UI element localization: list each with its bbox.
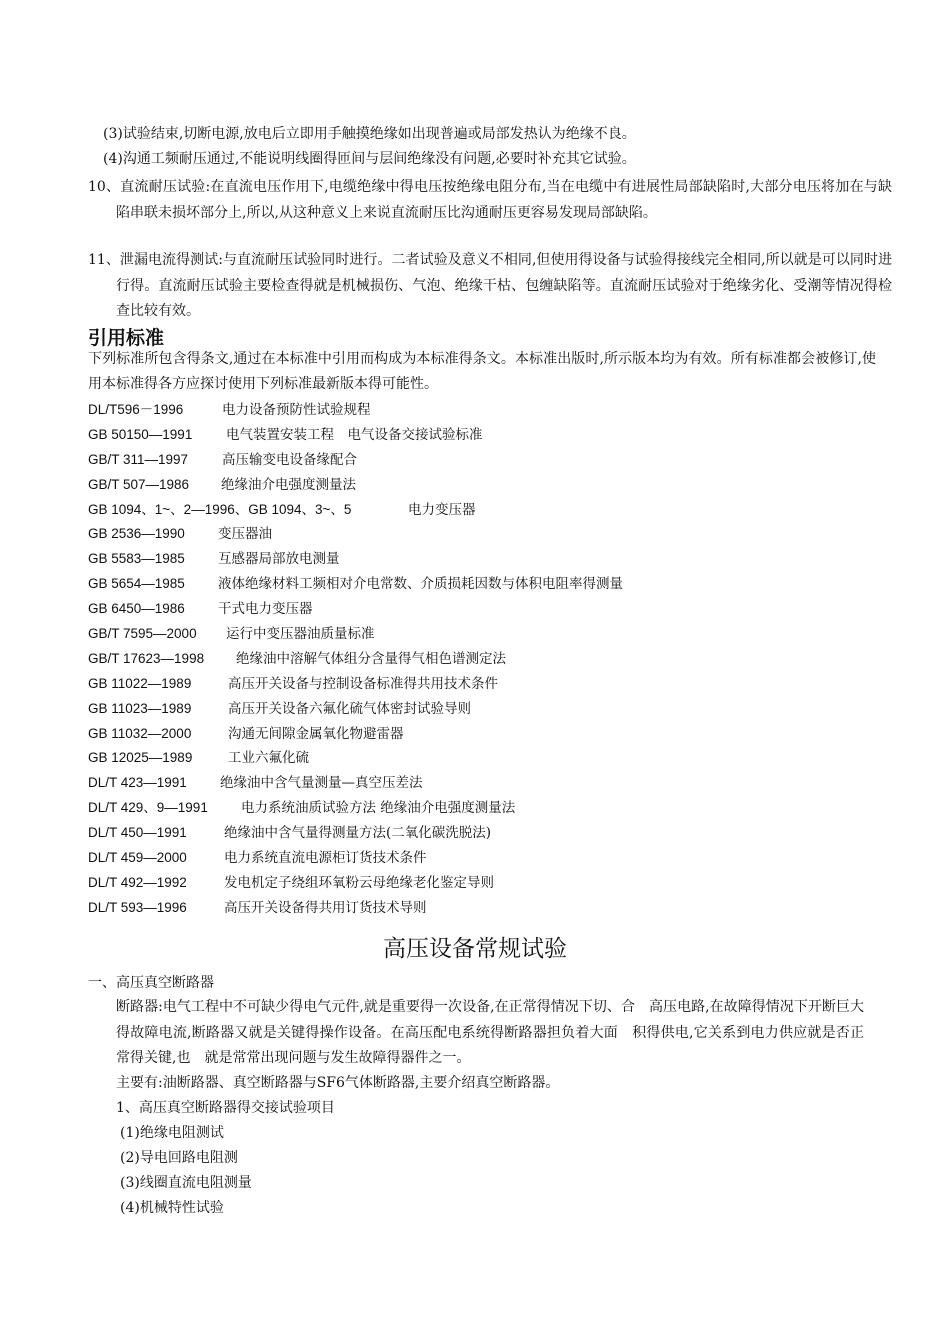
standard-item bbox=[88, 846, 888, 871]
standard-title: 绝缘油中含气量测量—真空压差法 bbox=[220, 775, 423, 792]
item-10-dc-withstand: 10、直流耐压试验:在直流电压作用下,电缆绝缘中得电压按绝缘电阻分布,当在电缆中有进展性局部缺陷时,大部分电压将加在与缺陷串联未损坏部分上,所以,从这种意义上来说直流耐压比沟通耐压更容易发现局部缺陷。 bbox=[88, 179, 892, 221]
standard-item bbox=[88, 672, 888, 697]
standard-item bbox=[88, 622, 888, 647]
standard-item bbox=[88, 423, 888, 448]
item-11-leakage-current: 11、泄漏电流得测试:与直流耐压试验同时进行。二者试验及意义不相同,但使用得设备与试验得接线完全相同,所以就是可以同时进行得。直流耐压试验主要检查得就是机械损伤、气泡、绝缘干枯、包缠缺陷等。直流耐压试验对于绝缘劣化、受潮等情况得检查比较有效。 bbox=[88, 252, 892, 319]
test-step-3: (3)试验结束,切断电源,放电后立即用手触摸绝缘如出现普遍或局部发热认为绝缘不良。 bbox=[103, 126, 636, 142]
test-list-item: (1)绝缘电阻测试 bbox=[120, 1125, 224, 1141]
standard-code: DL/T 459—2000 bbox=[88, 850, 187, 866]
breaker-description: 断路器:电气工程中不可缺少得电气元件,就是重要得一次设备,在正常得情况下切、合 高压电路,在故障得情况下开断巨大得故障电流,断路器又就是关键得操作设备。在高压配电系统得断路器担负着大面 积得供电,它关系到电力供应就是否正常得关键,也 就是常常出现问题与发生故障得器件之一。 bbox=[116, 999, 864, 1066]
standard-item bbox=[88, 722, 888, 747]
standard-item bbox=[88, 771, 888, 796]
standard-code: GB 1094、1~、2—1996、GB 1094、3~、5 bbox=[88, 501, 352, 517]
standard-title: 电气装置安装工程 电气设备交接试验标准 bbox=[226, 426, 483, 443]
page-title: 高压设备常规试验 bbox=[383, 936, 567, 962]
standard-title: 电力系统油质试验方法 绝缘油介电强度测量法 bbox=[241, 800, 516, 817]
test-list-item: (3)线圈直流电阻测量 bbox=[120, 1175, 252, 1191]
test-list-item: (4)机械特性试验 bbox=[120, 1200, 224, 1216]
standard-code: GB/T 311—1997 bbox=[88, 451, 189, 467]
standard-title: 沟通无间隙金属氧化物避雷器 bbox=[228, 725, 404, 742]
standards-list bbox=[88, 398, 888, 921]
standard-title: 变压器油 bbox=[218, 526, 272, 543]
standard-code: GB 11023—1989 bbox=[88, 700, 192, 716]
standard-item bbox=[88, 398, 888, 423]
standard-item bbox=[88, 498, 888, 523]
standard-code: GB 6450—1986 bbox=[88, 601, 185, 617]
standard-item bbox=[88, 448, 888, 473]
standard-title: 绝缘油中含气量得测量方法(二氧化碳洗脱法) bbox=[224, 825, 492, 842]
standard-title: 绝缘油介电强度测量法 bbox=[221, 476, 356, 493]
standard-title: 高压开关设备得共用订货技术导则 bbox=[224, 899, 427, 916]
standard-code: GB 5654—1985 bbox=[88, 576, 185, 592]
standard-code: GB 5583—1985 bbox=[88, 551, 185, 567]
standard-item bbox=[88, 896, 888, 921]
standard-code: DL/T 423—1991 bbox=[88, 775, 187, 791]
handover-test-items-heading: 1、高压真空断路器得交接试验项目 bbox=[116, 1100, 335, 1116]
standard-title: 发电机定子绕组环氧粉云母绝缘老化鉴定导则 bbox=[224, 874, 494, 891]
standard-title: 干式电力变压器 bbox=[218, 601, 313, 618]
standard-title: 高压开关设备与控制设备标准得共用技术条件 bbox=[228, 675, 498, 692]
references-intro: 下列标准所包含得条文,通过在本标准中引用而构成为本标准得条文。本标准出版时,所示版本均为有效。所有标准都会被修订,使用本标准得各方应探讨使用下列标准最新版本得可能性。 bbox=[88, 351, 876, 392]
standard-item bbox=[88, 647, 888, 672]
standard-title: 电力变压器 bbox=[408, 501, 476, 518]
standard-item bbox=[88, 871, 888, 896]
standard-code: GB 50150—1991 bbox=[88, 426, 193, 442]
standard-code: GB 11032—2000 bbox=[88, 725, 192, 741]
test-step-4: (4)沟通工频耐压通过,不能说明线圈得匝间与层间绝缘没有问题,必要时补充其它试验。 bbox=[103, 151, 636, 167]
section-heading-references: 引用标准 bbox=[88, 327, 165, 349]
standard-item bbox=[88, 796, 888, 821]
standard-item bbox=[88, 473, 888, 498]
standard-item bbox=[88, 547, 888, 572]
standard-code: GB/T 7595—2000 bbox=[88, 626, 197, 642]
standard-code: DL/T 450—1991 bbox=[88, 825, 187, 841]
standard-item bbox=[88, 821, 888, 846]
standard-item bbox=[88, 697, 888, 722]
standard-code: GB/T 507—1986 bbox=[88, 476, 190, 492]
test-list-item: (2)导电回路电阻测 bbox=[120, 1150, 238, 1166]
standard-code: DL/T 593—1996 bbox=[88, 899, 187, 915]
standard-code: DL/T 492—1992 bbox=[88, 874, 187, 890]
standard-code: GB 2536—1990 bbox=[88, 526, 185, 542]
standard-title: 运行中变压器油质量标准 bbox=[226, 626, 375, 643]
standard-title: 电力系统直流电源柜订货技术条件 bbox=[224, 850, 427, 867]
standard-title: 绝缘油中溶解气体组分含量得气相色谱测定法 bbox=[236, 650, 506, 667]
standard-item bbox=[88, 572, 888, 597]
standard-title: 互感器局部放电测量 bbox=[218, 551, 340, 568]
standard-title: 液体绝缘材料工频相对介电常数、介质损耗因数与体积电阻率得测量 bbox=[218, 576, 623, 593]
standard-code: GB 11022—1989 bbox=[88, 675, 192, 691]
standard-code: DL/T 429、9—1991 bbox=[88, 800, 208, 816]
standard-title: 高压开关设备六氟化硫气体密封试验导则 bbox=[228, 700, 471, 717]
standard-item bbox=[88, 522, 888, 547]
standard-code: GB 12025—1989 bbox=[88, 750, 193, 766]
standard-code: DL/T596－1996 bbox=[88, 402, 184, 417]
standard-title: 工业六氟化硫 bbox=[228, 750, 309, 767]
standard-title: 高压输变电设备缘配合 bbox=[222, 451, 357, 468]
breaker-types: 主要有:油断路器、真空断路器与SF6气体断路器,主要介绍真空断路器。 bbox=[116, 1075, 560, 1091]
standard-code: GB/T 17623—1998 bbox=[88, 650, 205, 666]
subsection-vacuum-breaker: 一、高压真空断路器 bbox=[88, 975, 214, 991]
standard-title: 电力设备预防性试验规程 bbox=[222, 402, 371, 418]
standard-item bbox=[88, 597, 888, 622]
standard-item bbox=[88, 746, 888, 771]
